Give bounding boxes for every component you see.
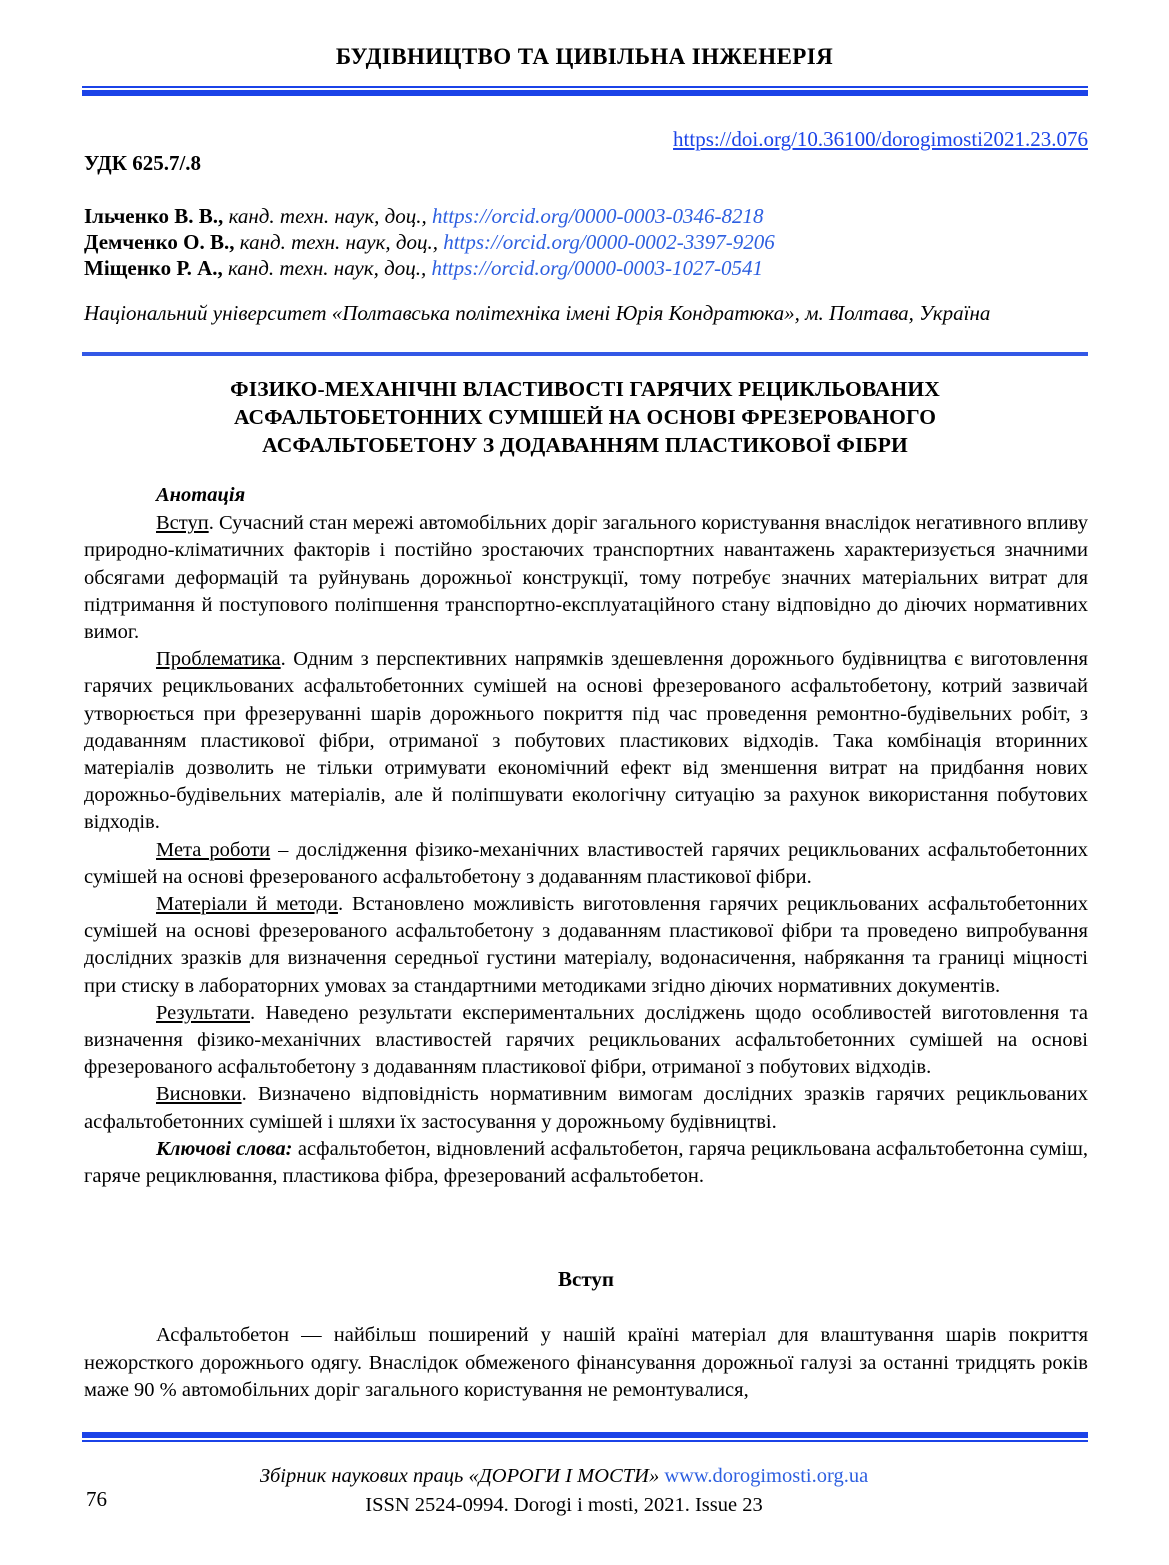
doi-line xyxy=(0,127,1088,152)
abstract-paragraph-problem xyxy=(84,646,1088,836)
running-head: БУДІВНИЦТВО ТА ЦИВІЛЬНА ІНЖЕНЕРІЯ xyxy=(335,44,834,69)
abstract-lead-problem: Проблематика xyxy=(156,648,281,671)
abstract-block xyxy=(84,482,1088,1190)
section-heading-intro: Вступ xyxy=(558,1267,614,1291)
header-rule xyxy=(82,86,1088,96)
abstract-text-problem: . Одним з перспективних напрямків здешевлення дорожнього будівництва є виготовлення гарячих рецикльованих асфальтобетонних сумішей на основі фрезерованого асфальтобетону, котрий зазвичай утворюється при фрезеруванні шарів дорожнього покриття під час проведення ремонтно-будівельних робіт, з додаванням пластикової фібри, отриманої з побутових пластикових відходів. Така комбінація вторинних матеріалів дозволить не тільки отримувати економічний ефект від зменшення витрат на придбання нових дорожньо-будівельних матеріалів, але й поліпшувати екологічну ситуацію за рахунок використання побутових відходів. xyxy=(84,648,1088,834)
keywords-paragraph xyxy=(84,1136,1088,1190)
abstract-paragraph-conclusions xyxy=(84,1081,1088,1135)
abstract-lead-results: Результати xyxy=(156,1001,251,1024)
author-name: Ільченко В. В., xyxy=(84,204,224,228)
abstract-paragraph-intro xyxy=(84,510,1088,646)
udc-code: УДК 625.7/.8 xyxy=(84,151,202,175)
abstract-paragraph-results xyxy=(84,1000,1088,1082)
abstract-text-methods: . Встановлено можливість виготовлення гарячих рецикльованих асфальтобетонних сумішей на основі фрезерованого асфальтобетону з додаванням пластикової фібри та проведено випробування дослідних зразків для визначення середньої густини матеріалу, водонасичення, набрякання та границі міцності при стиску в лабораторних умовах за стандартними методиками згідно діючих нормативних документів. xyxy=(84,893,1088,997)
page-number: 76 xyxy=(86,1487,107,1511)
abstract-lead-conclusions: Висновки xyxy=(156,1083,242,1106)
footer-rule-thin xyxy=(82,1440,1088,1442)
keywords-text: асфальтобетон, відновлений асфальтобетон, гаряча рецикльована асфальтобетонна суміш, гаряче рециклювання, пластикова фібра, фрезерований асфальтобетон. xyxy=(84,1137,1088,1188)
footer-journal-title: Збірник наукових праць «ДОРОГИ І МОСТИ» xyxy=(259,1465,665,1487)
author-degree: канд. техн. наук, доц., xyxy=(222,256,432,280)
author-name: Міщенко Р. А., xyxy=(84,256,223,280)
intro-paragraph: Асфальтобетон — найбільш поширений у нашій країні матеріал для влаштування шарів покриття нежорсткого дорожнього одягу. Внаслідок обмеженого фінансування дорожньої галузі за останні тридцять років маже 90 % автомобільних доріг загального користування не ремонтувалися, xyxy=(84,1324,1088,1401)
footer-rule xyxy=(82,1432,1088,1442)
author-row xyxy=(84,203,1088,229)
doi-link[interactable]: https://doi.org/10.36100/dorogimosti2021.23.076 xyxy=(673,127,1088,151)
author-degree: канд. техн. наук, доц., xyxy=(234,230,444,254)
intro-body xyxy=(84,1322,1088,1405)
footer-issn: ISSN 2524-0994. Dorogi i mosti, 2021. Issue 23 xyxy=(365,1494,763,1516)
abstract-label: Анотація xyxy=(156,484,246,506)
orcid-link[interactable]: https://orcid.org/0000-0002-3397-9206 xyxy=(443,230,775,254)
abstract-lead-intro: Вступ xyxy=(156,512,209,535)
abstract-text-goal: – дослідження фізико-механічних властивостей гарячих рецикльованих асфальтобетонних сумішей на основі фрезерованого асфальтобетону з додаванням пластикової фібри. xyxy=(84,838,1088,888)
abstract-lead-methods: Матеріали й методи xyxy=(156,893,338,916)
author-row xyxy=(84,255,1088,281)
author-row xyxy=(84,229,1088,255)
abstract-text-conclusions: . Визначено відповідність нормативним вимогам дослідних зразків гарячих рецикльованих асфальтобетонних сумішей і шляхи їх застосування у дорожньому будівництві. xyxy=(84,1083,1088,1133)
abstract-text-intro: . Сучасний стан мережі автомобільних доріг загального користування внаслідок негативного впливу природно-кліматичних факторів і постійно зростаючих транспортних навантажень характеризується значними обсягами деформацій та руйнувань дорожньої конструкції, тому потребує значних матеріальних витрат для підтримання й поступового поліпшення транспортно-експлуатаційного стану відповідно до діючих нормативних вимог. xyxy=(84,512,1088,644)
keywords-label: Ключові слова: xyxy=(156,1137,293,1160)
orcid-link[interactable]: https://orcid.org/0000-0003-1027-0541 xyxy=(431,256,763,280)
orcid-link[interactable]: https://orcid.org/0000-0003-0346-8218 xyxy=(432,204,764,228)
page-title: ФІЗИКО-МЕХАНІЧНІ ВЛАСТИВОСТІ ГАРЯЧИХ РЕЦИКЛЬОВАНИХ АСФАЛЬТОБЕТОННИХ СУМІШЕЙ НА ОСНОВІ ФРЕЗЕРОВАНОГО АСФАЛЬТОБЕТОНУ З ДОДАВАННЯМ ПЛАСТИКОВОЇ ФІБРИ xyxy=(230,377,940,457)
abstract-paragraph-methods xyxy=(84,891,1088,1000)
footer-journal-url[interactable]: www.dorogimosti.org.ua xyxy=(664,1465,869,1487)
affiliation: Національний університет «Полтавська політехніка імені Юрія Кондратюка», м. Полтава, Україна xyxy=(84,301,991,325)
header-rule-thick xyxy=(82,90,1088,96)
abstract-text-results: . Наведено результати експериментальних досліджень щодо особливостей виготовлення та визначення фізико-механічних властивостей гарячих рецикльованих асфальтобетонних сумішей на основі фрезерованого асфальтобетону з додаванням пластикової фібри, отриманої з побутових відходів. xyxy=(84,1001,1088,1079)
author-list xyxy=(84,203,1088,281)
abstract-paragraph-goal xyxy=(84,837,1088,891)
abstract-lead-goal: Мета роботи xyxy=(156,838,271,861)
title-divider-rule xyxy=(82,352,1088,356)
author-degree: канд. техн. наук, доц., xyxy=(223,204,433,228)
author-name: Демченко О. В., xyxy=(84,230,235,254)
footer xyxy=(84,1462,1044,1520)
